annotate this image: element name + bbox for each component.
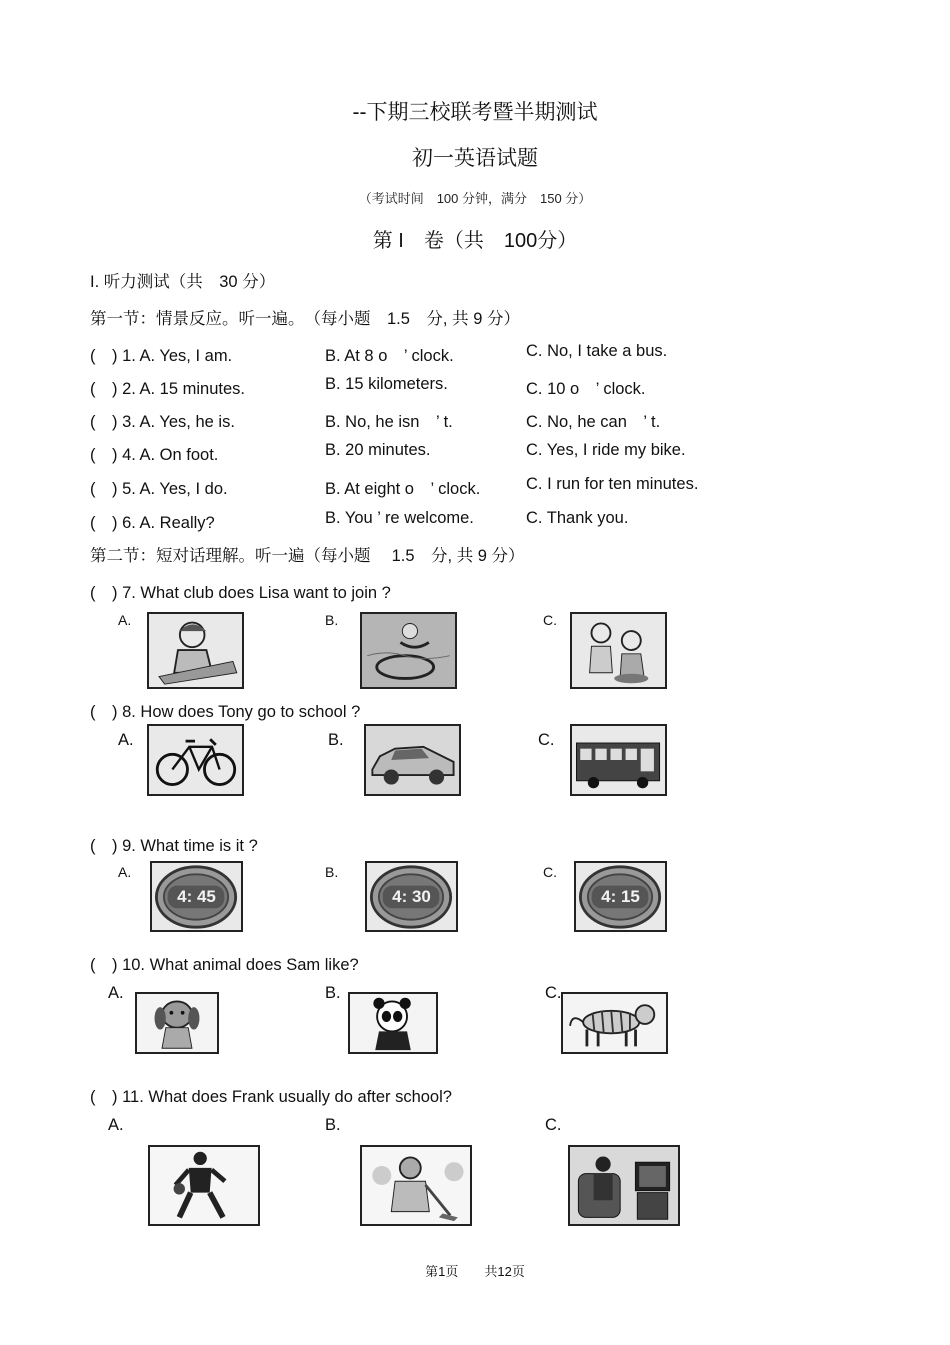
tiger-image [561, 992, 668, 1054]
panda-image [348, 992, 438, 1054]
option-c-label: C. [538, 731, 555, 749]
option-b-label: B. [325, 984, 341, 1002]
option-c-label: C. [545, 1116, 562, 1134]
option-b: B. At 8 o ’ clock. [325, 347, 454, 365]
option-b-label: B. [325, 612, 339, 628]
dog-image [135, 992, 219, 1054]
question-stem: ( ) 3. A. Yes, he is. [90, 413, 235, 431]
section1-heading: 第一节：情景反应。听一遍。 （每小题 1.5 分, 共 9 分） [90, 310, 520, 328]
option-c: C. 10 o ’ clock. [526, 380, 646, 398]
option-b: B. 15 kilometers. [325, 375, 448, 393]
option-b: B. No, he isn ’ t. [325, 413, 453, 431]
question-7: ( ) 7. What club does Lisa want to join ? [90, 584, 391, 602]
question-8: ( ) 8. How does Tony go to school ? [90, 703, 361, 721]
part1-heading: I. 听力测试（共 30 分） [90, 273, 276, 291]
option-b: B. 20 minutes. [325, 441, 431, 459]
option-c: C. Yes, I ride my bike. [526, 441, 686, 459]
watching-tv-image [568, 1145, 680, 1226]
option-b-label: B. [328, 731, 344, 749]
basketball-player-image [148, 1145, 260, 1226]
clock-a-time: 4: 45 [177, 887, 216, 906]
exam-subject: 初一英语试题 [412, 147, 538, 170]
question-stem: ( ) 1. A. Yes, I am. [90, 347, 233, 365]
option-c-label: C. [543, 612, 557, 628]
swimming-image [360, 612, 457, 689]
exam-info: （考试时间 100 分钟，满分 150 分） [358, 191, 592, 206]
cleaning-image [360, 1145, 472, 1226]
clock-b-time: 4: 30 [392, 887, 431, 906]
exam-title: --下期三校联考暨半期测试 [352, 101, 598, 124]
option-a-label: A. [108, 1116, 124, 1134]
clock-c-time: 4: 15 [601, 887, 640, 906]
bicycle-image [147, 724, 244, 796]
page-footer: 第1页 共12页 [425, 1264, 525, 1279]
option-c: C. No, I take a bus. [526, 342, 668, 360]
question-stem: ( ) 2. A. 15 minutes. [90, 380, 245, 398]
option-b: B. At eight o ’ clock. [325, 480, 481, 498]
option-c: C. I run for ten minutes. [526, 475, 699, 493]
question-11: ( ) 11. What does Frank usually do after school? [90, 1088, 452, 1106]
option-a-label: A. [108, 984, 124, 1002]
question-9: ( ) 9. What time is it ? [90, 837, 258, 855]
option-a-label: A. [118, 731, 134, 749]
option-c-label: C. [545, 984, 562, 1002]
bus-image [570, 724, 667, 796]
girl-drawing-image [147, 612, 244, 689]
question-stem: ( ) 5. A. Yes, I do. [90, 480, 228, 498]
question-stem: ( ) 6. A. Really? [90, 514, 215, 532]
option-c: C. Thank you. [526, 509, 629, 527]
question-stem: ( ) 4. A. On foot. [90, 446, 219, 464]
option-a-label: A. [118, 864, 132, 880]
volume-heading: 第 I 卷（共 100分） [372, 230, 578, 252]
section2-heading: 第二节：短对话理解。听一遍（每小题 1.5 分, 共 9 分） [90, 547, 525, 565]
question-10: ( ) 10. What animal does Sam like? [90, 956, 359, 974]
option-c: C. No, he can ’ t. [526, 413, 661, 431]
option-b-label: B. [325, 1116, 341, 1134]
two-kids-image [570, 612, 667, 689]
option-c-label: C. [543, 864, 557, 880]
car-image [364, 724, 461, 796]
option-b: B. You ’ re welcome. [325, 509, 474, 527]
option-b-label: B. [325, 864, 339, 880]
option-a-label: A. [118, 612, 132, 628]
